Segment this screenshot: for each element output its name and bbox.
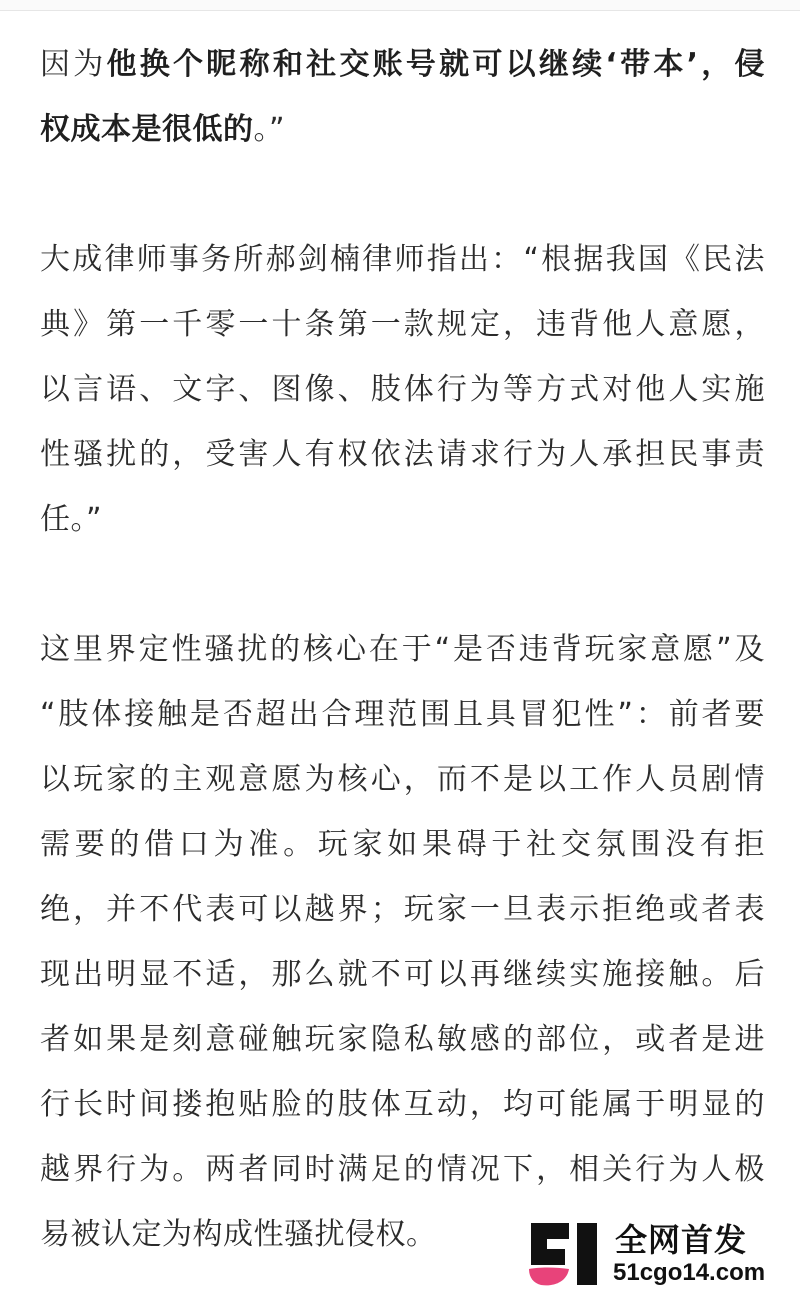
watermark xyxy=(500,1205,800,1299)
watermark-brand-text: 全网首发 xyxy=(615,1221,748,1259)
paragraph-3-line: 者如果是刻意碰触玩家隐私敏感的部位，或者是进 xyxy=(40,1022,765,1057)
paragraph-gap xyxy=(40,552,765,617)
paragraph-gap xyxy=(40,162,765,227)
paragraph-2-line: 任。” xyxy=(40,502,103,537)
paragraph-1-line-1 xyxy=(40,32,765,97)
watermark-url-text: 51cgo14.com xyxy=(613,1259,766,1286)
paragraph-3-line: 以玩家的主观意愿为核心，而不是以工作人员剧情 xyxy=(40,762,765,797)
paragraph-3-line: 绝，并不代表可以越界；玩家一旦表示拒绝或者表 xyxy=(40,892,765,927)
paragraph-1-line-2 xyxy=(40,97,765,162)
text-span: 因为 xyxy=(40,47,107,82)
paragraph-2-line: 典》第一千零一十条第一款规定，违背他人意愿， xyxy=(40,307,765,342)
article-body xyxy=(40,32,765,1267)
paragraph-3-line: “肢体接触是否超出合理范围且具冒犯性”：前者要 xyxy=(40,697,765,732)
top-divider xyxy=(0,0,800,11)
paragraph-3-line: 这里界定性骚扰的核心在于“是否违背玩家意愿”及 xyxy=(40,632,765,667)
paragraph-3-line: 行长时间搂抱贴脸的肢体互动，均可能属于明显的 xyxy=(40,1087,765,1122)
bold-text-span: 他换个昵称和社交账号就可以继续‘带本’，侵 xyxy=(106,47,766,82)
51-logo-icon xyxy=(525,1219,605,1289)
paragraph-2-line: 性骚扰的，受害人有权依法请求行为人承担民事责 xyxy=(40,437,765,472)
paragraph-3-line: 越界行为。两者同时满足的情况下，相关行为人极 xyxy=(40,1152,765,1187)
paragraph-3-line: 易被认定为构成性骚扰侵权。 xyxy=(40,1217,437,1252)
paragraph-3-line: 现出明显不适，那么就不可以再继续实施接触。后 xyxy=(40,957,765,992)
paragraph-2-line: 以言语、文字、图像、肢体行为等方式对他人实施 xyxy=(40,372,765,407)
paragraph-3-line: 需要的借口为准。玩家如果碍于社交氛围没有拒 xyxy=(40,827,765,862)
text-span: 。” xyxy=(253,112,286,147)
paragraph-2-line: 大成律师事务所郝剑楠律师指出：“根据我国《民法 xyxy=(40,242,765,277)
bold-text-span: 权成本是很低的 xyxy=(40,112,254,147)
